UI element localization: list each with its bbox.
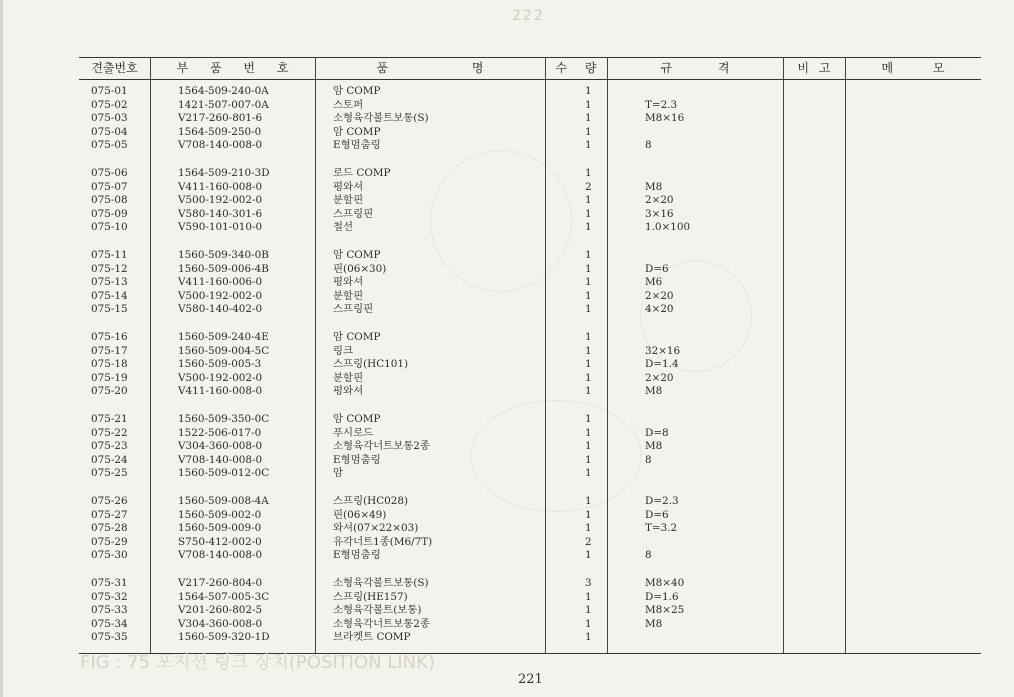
table-row — [79, 263, 981, 276]
specification: 2×20 — [645, 371, 674, 384]
table-row — [79, 522, 981, 535]
part-name: 소형육각너트보통2종 — [333, 617, 430, 630]
specification: D=6 — [645, 262, 669, 275]
part-ref-number: 075-02 — [91, 98, 128, 111]
part-name: 분할핀 — [333, 289, 364, 302]
part-name: 로드 COMP — [333, 167, 391, 179]
part-name: 스프링(HC101) — [333, 358, 409, 371]
specification: 32×16 — [645, 344, 681, 357]
part-ref-number: 075-01 — [91, 85, 128, 97]
table-row — [79, 604, 981, 617]
part-number: V590-101-010-0 — [178, 221, 263, 234]
part-name: 링크 — [333, 344, 354, 357]
quantity: 1 — [585, 262, 592, 275]
quantity: 1 — [585, 207, 592, 220]
quantity: 1 — [585, 221, 592, 234]
part-number: 1560-509-009-0 — [178, 522, 262, 535]
part-number: 1421-507-007-0A — [178, 98, 269, 111]
part-number: 1560-509-320-1D — [178, 631, 270, 644]
part-name: E형멈춤링 — [333, 139, 381, 152]
part-name: 평와셔 — [333, 276, 364, 289]
part-name: 암 COMP — [333, 85, 381, 97]
part-name: 브라켓트 COMP — [333, 631, 411, 644]
part-name: 암 COMP — [333, 249, 381, 261]
table-row — [79, 276, 981, 289]
table-row — [79, 303, 981, 316]
part-ref-number: 075-12 — [91, 262, 128, 275]
quantity: 1 — [585, 371, 592, 384]
quantity: 1 — [585, 385, 592, 398]
part-number: V304-360-008-0 — [178, 440, 263, 453]
table-row — [79, 509, 981, 522]
page-number: 221 — [518, 672, 543, 687]
part-name: 소형육각볼트(보통) — [333, 604, 422, 617]
part-ref-number: 075-28 — [91, 522, 128, 535]
part-number: S750-412-002-0 — [178, 535, 262, 548]
part-ref-number: 075-18 — [91, 358, 128, 371]
specification: 8 — [645, 453, 652, 466]
part-ref-number: 075-19 — [91, 371, 128, 384]
part-ref-number: 075-09 — [91, 207, 128, 220]
table-row — [79, 99, 981, 112]
part-ref-number: 075-05 — [91, 139, 128, 152]
quantity: 1 — [585, 276, 592, 289]
header-spec: 규 격 — [660, 61, 730, 75]
quantity: 1 — [585, 303, 592, 316]
table-row — [79, 440, 981, 453]
table-row — [79, 454, 981, 467]
quantity: 1 — [585, 85, 592, 97]
table-row — [79, 591, 981, 604]
part-ref-number: 075-11 — [91, 249, 128, 261]
part-number: 1522-506-017-0 — [178, 426, 262, 439]
table-row — [79, 290, 981, 303]
quantity: 1 — [585, 112, 592, 125]
quantity: 1 — [585, 604, 592, 617]
part-ref-number: 075-20 — [91, 385, 128, 398]
specification: D=6 — [645, 508, 669, 521]
part-name: 암 COMP — [333, 331, 381, 343]
part-name: 소형육각너트보통2종 — [333, 440, 430, 453]
quantity: 1 — [585, 98, 592, 111]
part-ref-number: 075-35 — [91, 631, 128, 644]
specification: M8×25 — [645, 604, 685, 617]
part-name: 평와셔 — [333, 385, 364, 398]
part-ref-number: 075-07 — [91, 180, 128, 193]
part-name: 분할핀 — [333, 371, 364, 384]
part-ref-number: 075-06 — [91, 167, 128, 179]
specification: 2×20 — [645, 194, 674, 207]
part-name: 유각너트1종(M6/7T) — [333, 535, 433, 548]
quantity: 1 — [585, 194, 592, 207]
table-row — [79, 85, 981, 98]
part-name: 핀(06×30) — [333, 262, 387, 275]
part-number: 1560-509-240-4E — [178, 331, 269, 343]
quantity: 1 — [585, 249, 592, 261]
part-number: 1560-509-005-3 — [178, 358, 262, 371]
table-row — [79, 221, 981, 234]
part-number: V580-140-402-0 — [178, 303, 263, 316]
specification: D=2.3 — [645, 495, 679, 507]
specification: D=8 — [645, 426, 669, 439]
part-number: V411-160-008-0 — [178, 385, 263, 398]
quantity: 3 — [585, 577, 592, 589]
table-row — [79, 208, 981, 221]
part-number: 1560-509-004-5C — [178, 344, 270, 357]
specification: M8 — [645, 617, 663, 630]
quantity: 1 — [585, 495, 592, 507]
part-ref-number: 075-03 — [91, 112, 128, 125]
part-name: 스프링(HC028) — [333, 495, 409, 507]
part-ref-number: 075-15 — [91, 303, 128, 316]
quantity: 1 — [585, 631, 592, 644]
specification: D=1.6 — [645, 590, 679, 603]
part-number: V580-140-301-6 — [178, 207, 263, 220]
part-number: 1564-509-250-0 — [178, 125, 262, 138]
quantity: 1 — [585, 413, 592, 425]
part-name: 암 COMP — [333, 413, 381, 425]
quantity: 1 — [585, 139, 592, 152]
part-number: 1560-509-008-4A — [178, 495, 269, 507]
specification: 3×16 — [645, 207, 674, 220]
table-row — [79, 126, 981, 139]
specification: M8 — [645, 440, 663, 453]
part-name: 와셔(07×22×03) — [333, 522, 419, 535]
part-ref-number: 075-08 — [91, 194, 128, 207]
part-name: 푸시로드 — [333, 426, 374, 439]
table-row — [79, 413, 981, 426]
table-row — [79, 167, 981, 180]
quantity: 2 — [585, 180, 592, 193]
part-name: E형멈춤링 — [333, 453, 381, 466]
part-ref-number: 075-24 — [91, 453, 128, 466]
table-row — [79, 631, 981, 644]
specification: T=2.3 — [645, 98, 678, 111]
part-number: V304-360-008-0 — [178, 617, 263, 630]
part-ref-number: 075-14 — [91, 289, 128, 302]
part-name: 스프링핀 — [333, 207, 374, 220]
quantity: 1 — [585, 344, 592, 357]
quantity: 1 — [585, 617, 592, 630]
part-name: 암 COMP — [333, 125, 381, 138]
table-row — [79, 181, 981, 194]
specification: 8 — [645, 549, 652, 562]
table-row — [79, 139, 981, 152]
quantity: 1 — [585, 331, 592, 343]
table-row — [79, 372, 981, 385]
part-number: V500-192-002-0 — [178, 289, 263, 302]
part-name: 핀(06×49) — [333, 508, 387, 521]
specification: M8×40 — [645, 577, 685, 589]
part-ref-number: 075-22 — [91, 426, 128, 439]
quantity: 1 — [585, 125, 592, 138]
part-number: V201-260-802-5 — [178, 604, 263, 617]
part-ref-number: 075-30 — [91, 549, 128, 562]
part-ref-number: 075-21 — [91, 413, 128, 425]
quantity: 1 — [585, 467, 592, 480]
part-name: 스프링핀 — [333, 303, 374, 316]
part-ref-number: 075-23 — [91, 440, 128, 453]
part-name: 분할핀 — [333, 194, 364, 207]
quantity: 1 — [585, 358, 592, 371]
quantity: 1 — [585, 167, 592, 179]
table-row — [79, 112, 981, 125]
quantity: 2 — [585, 535, 592, 548]
quantity: 1 — [585, 289, 592, 302]
scan-edge — [0, 0, 3, 697]
table-row — [79, 467, 981, 480]
specification: D=1.4 — [645, 358, 679, 371]
table-row — [79, 549, 981, 562]
part-number: 1564-507-005-3C — [178, 590, 270, 603]
quantity: 1 — [585, 426, 592, 439]
part-ref-number: 075-13 — [91, 276, 128, 289]
part-name: 철선 — [333, 221, 354, 234]
part-number: V708-140-008-0 — [178, 549, 263, 562]
header-part-name: 품 명 — [376, 61, 484, 75]
part-number: 1560-509-012-0C — [178, 467, 270, 480]
part-number: 1564-509-240-0A — [178, 85, 269, 97]
part-name: 소형육각볼트보통(S) — [333, 577, 429, 589]
part-ref-number: 075-29 — [91, 535, 128, 548]
part-number: V411-160-006-0 — [178, 276, 263, 289]
part-ref-number: 075-31 — [91, 577, 128, 589]
part-ref-number: 075-10 — [91, 221, 128, 234]
part-number: 1560-509-006-4B — [178, 262, 269, 275]
specification: M8×16 — [645, 112, 685, 125]
table-row — [79, 385, 981, 398]
part-name: 소형육각볼트보통(S) — [333, 112, 429, 125]
table-row — [79, 577, 981, 590]
quantity: 1 — [585, 590, 592, 603]
quantity: 1 — [585, 440, 592, 453]
part-number: 1560-509-002-0 — [178, 508, 262, 521]
part-number: V217-260-804-0 — [178, 577, 263, 589]
header-remark: 비 고 — [797, 61, 831, 75]
part-number: V217-260-801-6 — [178, 112, 263, 125]
part-number: V500-192-002-0 — [178, 371, 263, 384]
header-memo: 메 모 — [881, 61, 945, 75]
part-number: V708-140-008-0 — [178, 139, 263, 152]
part-name: 암 — [333, 467, 344, 480]
figure-caption: FIG : 75 포지션 링크 장치(POSITION LINK) — [80, 652, 435, 673]
header-no: 견출번호 — [91, 61, 138, 75]
table-row — [79, 345, 981, 358]
part-name: 스토퍼 — [333, 98, 364, 111]
specification: 4×20 — [645, 303, 674, 316]
part-number: 1560-509-340-0B — [178, 249, 269, 261]
header-qty: 수 량 — [555, 61, 597, 75]
part-ref-number: 075-32 — [91, 590, 128, 603]
specification: 2×20 — [645, 289, 674, 302]
quantity: 1 — [585, 508, 592, 521]
part-ref-number: 075-33 — [91, 604, 128, 617]
header-part-number: 부 품 번 호 — [176, 61, 289, 75]
table-row — [79, 427, 981, 440]
part-ref-number: 075-04 — [91, 125, 128, 138]
table-row — [79, 249, 981, 262]
parts-list-table — [79, 57, 981, 653]
quantity: 1 — [585, 522, 592, 535]
table-row — [79, 618, 981, 631]
part-ref-number: 075-17 — [91, 344, 128, 357]
specification: M8 — [645, 180, 663, 193]
table-row — [79, 331, 981, 344]
part-number: V708-140-008-0 — [178, 453, 263, 466]
specification: T=3.2 — [645, 522, 678, 535]
part-name: E형멈춤링 — [333, 549, 381, 562]
part-name: 평와셔 — [333, 180, 364, 193]
part-number: V500-192-002-0 — [178, 194, 263, 207]
specification: M6 — [645, 276, 663, 289]
specification: M8 — [645, 385, 663, 398]
quantity: 1 — [585, 549, 592, 562]
part-ref-number: 075-25 — [91, 467, 128, 480]
specification: 8 — [645, 139, 652, 152]
table-row — [79, 358, 981, 371]
part-ref-number: 075-34 — [91, 617, 128, 630]
part-ref-number: 075-27 — [91, 508, 128, 521]
table-row — [79, 194, 981, 207]
part-number: 1560-509-350-0C — [178, 413, 270, 425]
specification: 1.0×100 — [645, 221, 691, 234]
table-row — [79, 495, 981, 508]
part-name: 스프링(HE157) — [333, 590, 408, 603]
table-row — [79, 536, 981, 549]
part-number: V411-160-008-0 — [178, 180, 263, 193]
bleed-through-page-mark: 222 — [512, 8, 545, 24]
quantity: 1 — [585, 453, 592, 466]
part-number: 1564-509-210-3D — [178, 167, 270, 179]
part-ref-number: 075-16 — [91, 331, 128, 343]
part-ref-number: 075-26 — [91, 495, 128, 507]
